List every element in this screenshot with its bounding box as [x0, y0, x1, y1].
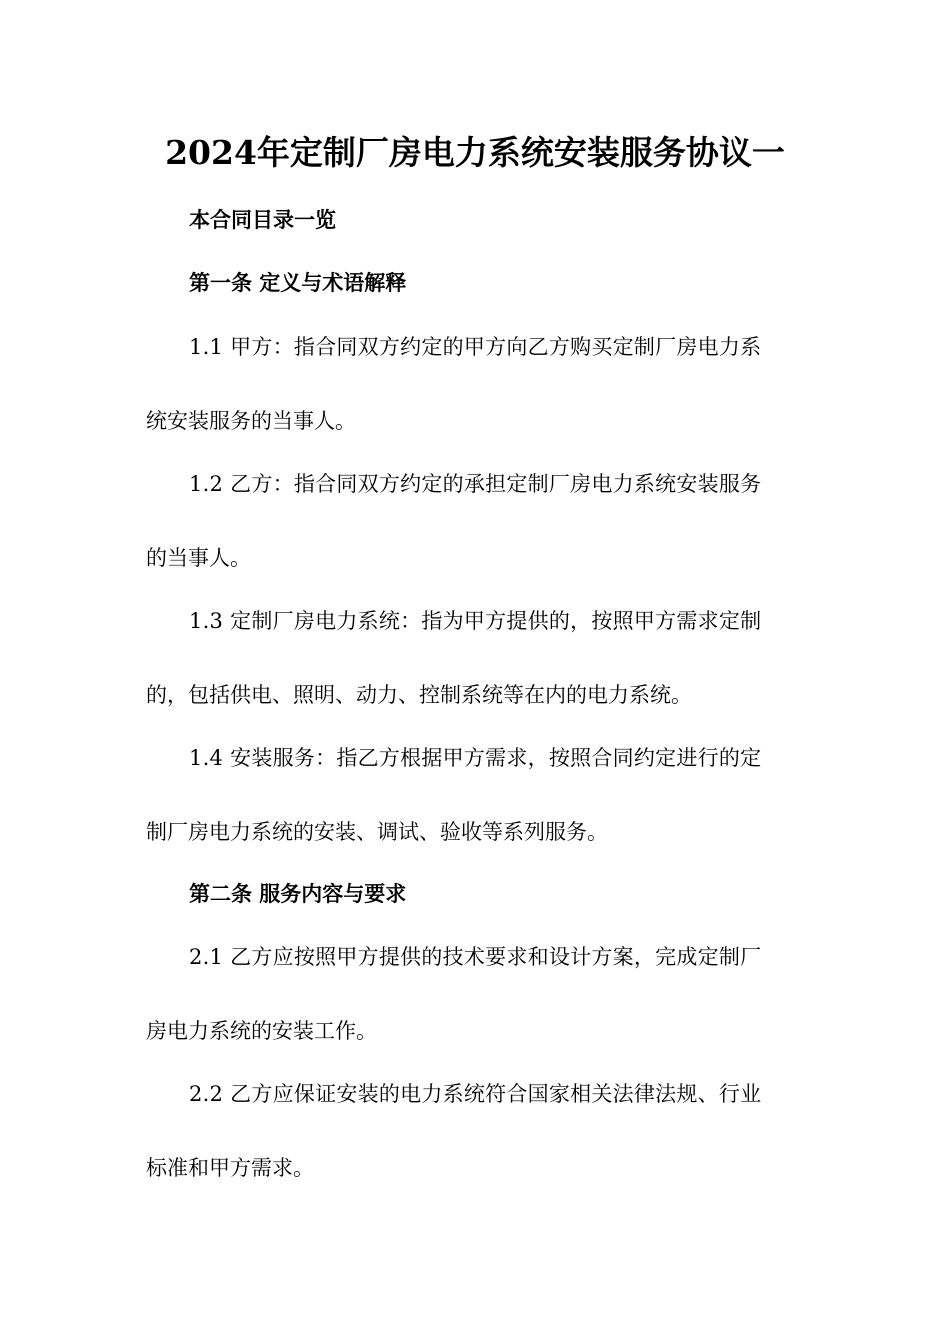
- clause-1-3-line-2: 的，包括供电、照明、动力、控制系统等在内的电力系统。: [146, 683, 692, 707]
- clause-1-1-line-1: 1.1 甲方：指合同双方约定的甲方向乙方购买定制厂房电力系: [189, 335, 762, 359]
- clause-1-4-line-2: 制厂房电力系统的安装、调试、验收等系列服务。: [146, 820, 608, 844]
- clause-2-1-line-1: 2.1 乙方应按照甲方提供的技术要求和设计方案，完成定制厂: [189, 945, 762, 969]
- clause-2-1-line-2: 房电力系统的安装工作。: [146, 1019, 377, 1043]
- document-title: 2024年定制厂房电力系统安装服务协议一: [165, 133, 785, 172]
- clause-2-2-line-1: 2.2 乙方应保证安装的电力系统符合国家相关法律法规、行业: [189, 1082, 762, 1106]
- article-2-heading: 第二条 服务内容与要求: [189, 881, 407, 906]
- clause-2-2-line-2: 标准和甲方需求。: [146, 1156, 314, 1180]
- clause-1-2-line-1: 1.2 乙方：指合同双方约定的承担定制厂房电力系统安装服务: [189, 472, 762, 496]
- toc-heading: 本合同目录一览: [189, 207, 336, 232]
- clause-1-4-line-1: 1.4 安装服务：指乙方根据甲方需求，按照合同约定进行的定: [189, 746, 762, 770]
- clause-1-2-line-2: 的当事人。: [146, 546, 251, 570]
- article-1-heading: 第一条 定义与术语解释: [189, 270, 407, 295]
- clause-1-1-line-2: 统安装服务的当事人。: [146, 409, 356, 433]
- clause-1-3-line-1: 1.3 定制厂房电力系统：指为甲方提供的，按照甲方需求定制: [189, 609, 762, 633]
